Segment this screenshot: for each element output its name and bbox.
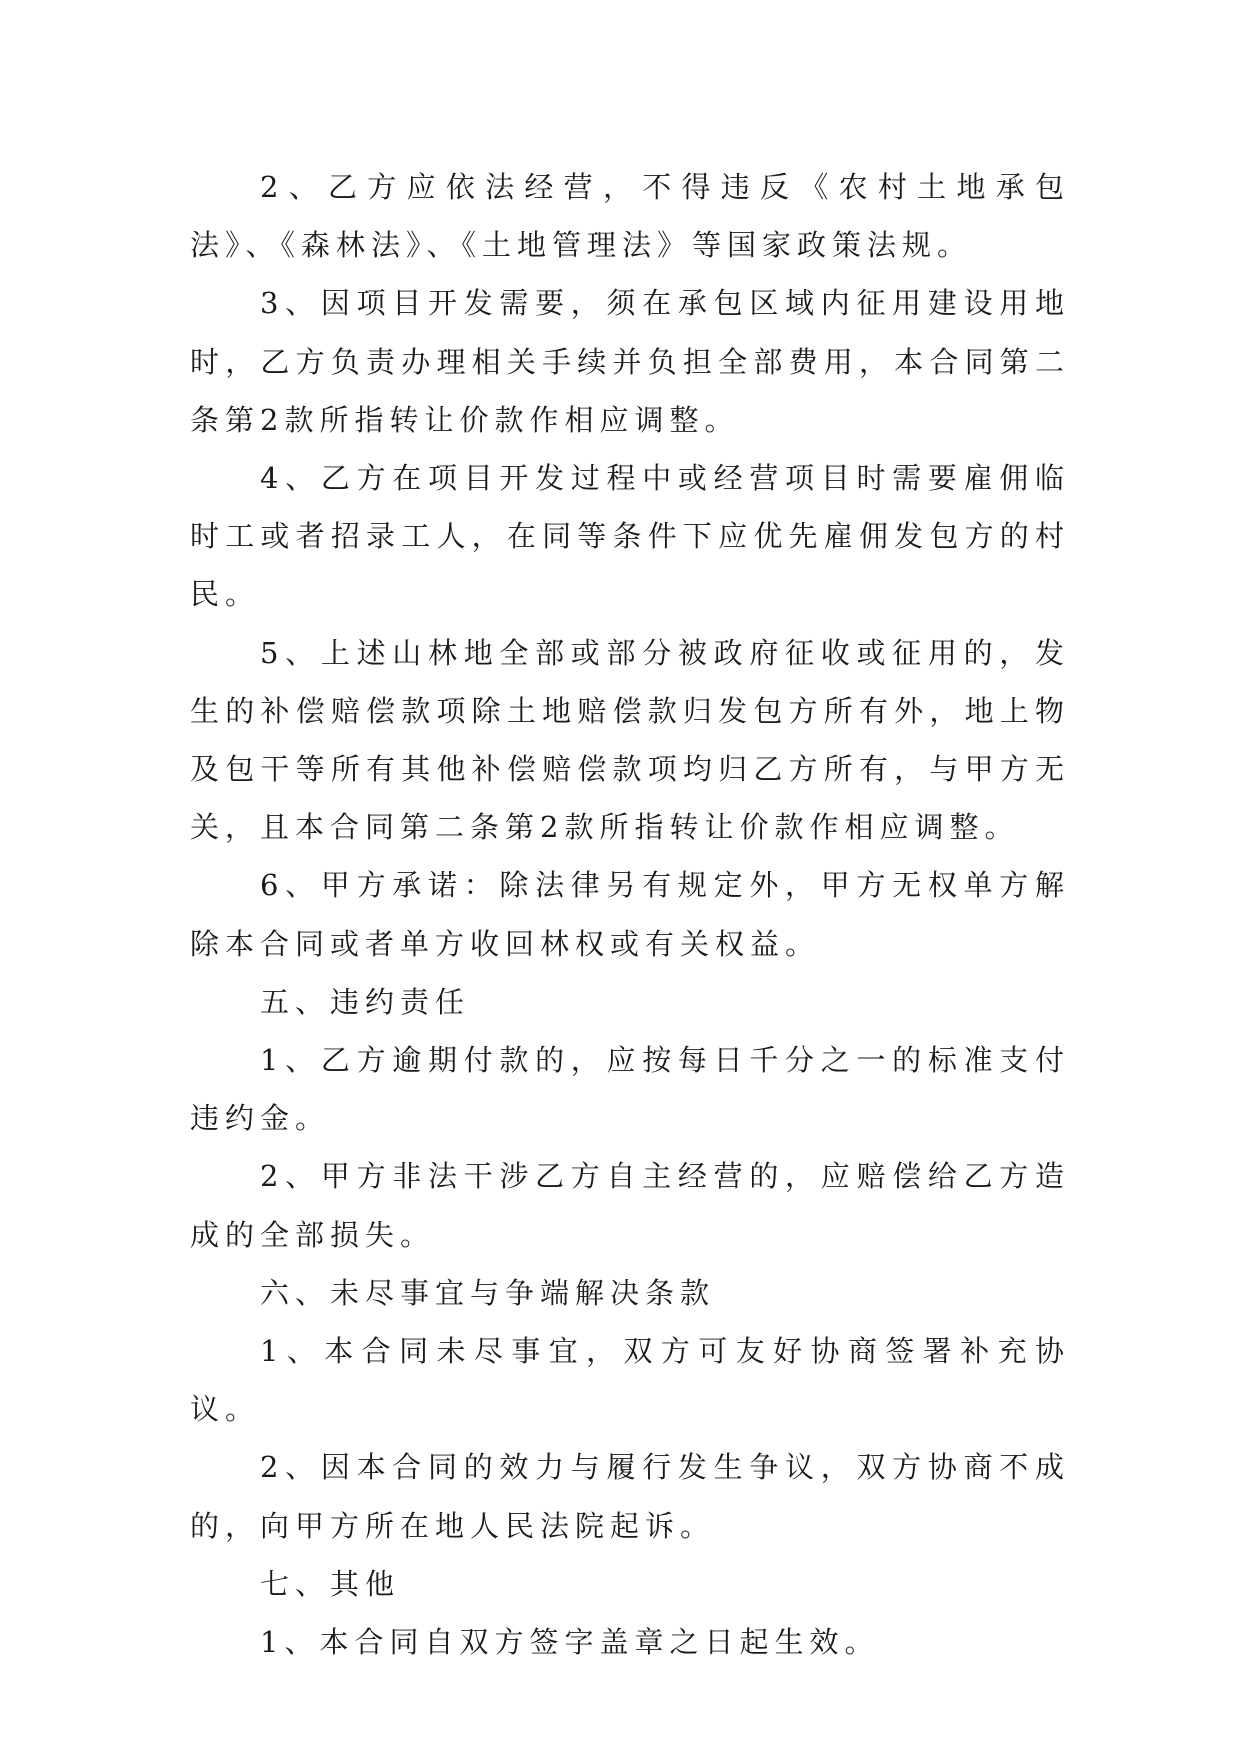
section-heading-5: 五、违约责任 bbox=[260, 984, 471, 1019]
clause-6-2: 2、因本合同的效力与履行发生争议，双方协商不成的，向甲方所在地人民法院起诉。 bbox=[190, 1450, 1070, 1543]
clause-4-3: 3、因项目开发需要，须在承包区域内征用建设用地时，乙方负责办理相关手续并负担全部费用，本合同第二条第2款所指转让价款作相应调整。 bbox=[190, 286, 1070, 437]
clause-4-2: 2、乙方应依法经营，不得违反《农村土地承包法》、《森林法》、《土地管理法》等国家政策法规。 bbox=[190, 170, 1070, 263]
clause-6-1: 1、本合同未尽事宜，双方可友好协商签署补充协议。 bbox=[190, 1334, 1070, 1427]
section-heading-7: 七、其他 bbox=[260, 1566, 401, 1601]
document-page bbox=[190, 158, 1070, 1671]
clause-4-6: 6、甲方承诺：除法律另有规定外，甲方无权单方解除本合同或者单方收回林权或有关权益。 bbox=[190, 868, 1070, 961]
clause-4-5: 5、上述山林地全部或部分被政府征收或征用的，发生的补偿赔偿款项除土地赔偿款归发包方所有外，地上物及包干等所有其他补偿赔偿款项均归乙方所有，与甲方无关，且本合同第二条第2款所指转让价款作相应调整。 bbox=[190, 635, 1070, 845]
clause-5-1: 1、乙方逾期付款的，应按每日千分之一的标准支付违约金。 bbox=[190, 1043, 1070, 1136]
clause-5-2: 2、甲方非法干涉乙方自主经营的，应赔偿给乙方造成的全部损失。 bbox=[190, 1159, 1070, 1252]
clause-7-1: 1、本合同自双方签字盖章之日起生效。 bbox=[260, 1625, 880, 1660]
section-heading-6: 六、未尽事宜与争端解决条款 bbox=[260, 1275, 716, 1310]
clause-4-4: 4、乙方在项目开发过程中或经营项目时需要雇佣临时工或者招录工人，在同等条件下应优先雇佣发包方的村民。 bbox=[190, 461, 1070, 612]
